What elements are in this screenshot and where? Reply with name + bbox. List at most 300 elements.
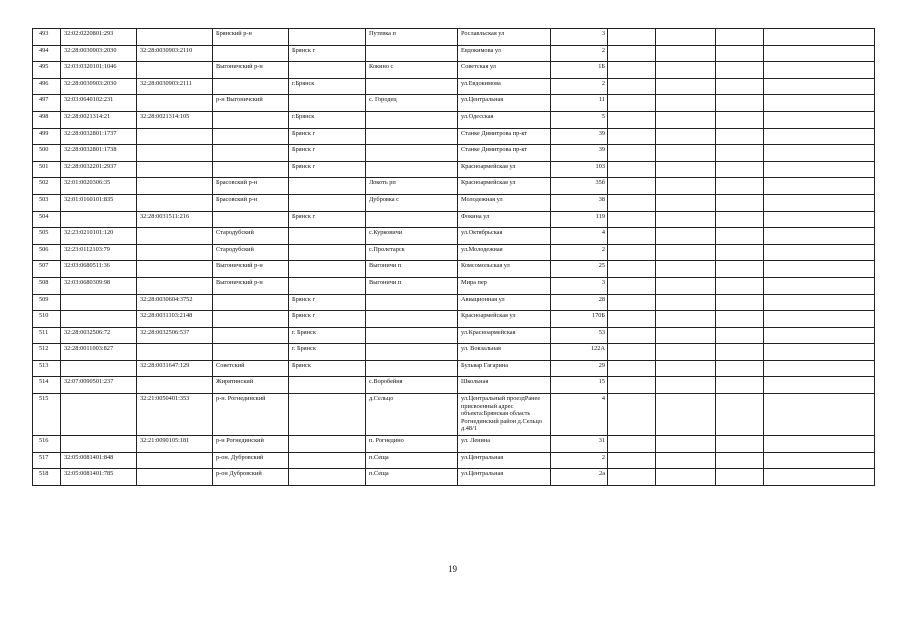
empty-cell [656, 78, 716, 95]
empty-cell [656, 178, 716, 195]
settlement-cell: Выгоничи п [366, 277, 458, 294]
settlement-cell [366, 344, 458, 361]
cadastral-number-2-cell: 32:28:0031103:2148 [137, 311, 213, 328]
table-row [33, 29, 875, 46]
district-cell [213, 45, 289, 62]
district-cell: р-н Выгоничский [213, 95, 289, 112]
cadastral-number-2-cell [137, 344, 213, 361]
district-cell: Выгоничский р-н [213, 277, 289, 294]
empty-cell [608, 161, 656, 178]
empty-cell [716, 228, 764, 245]
settlement-cell [366, 327, 458, 344]
empty-cell [608, 261, 656, 278]
house-number-cell: 122А [551, 344, 608, 361]
table-row [33, 469, 875, 486]
empty-cell [716, 377, 764, 394]
empty-cell [656, 394, 716, 436]
house-number-cell: 2 [551, 78, 608, 95]
settlement-cell: с.Воробейня [366, 377, 458, 394]
street-cell: ул.Красноармейская [458, 327, 551, 344]
district-cell: Выгоничский р-н [213, 62, 289, 79]
empty-cell [656, 377, 716, 394]
cadastral-number-2-cell: 32:28:0021314:105 [137, 111, 213, 128]
street-cell: ул.Евдокимова [458, 78, 551, 95]
empty-cell [764, 145, 875, 162]
cadastral-number-cell: 32:23:0112103:79 [61, 244, 137, 261]
district-cell: Брасовский р-н [213, 194, 289, 211]
empty-cell [716, 111, 764, 128]
street-cell: Фокина ул [458, 211, 551, 228]
cadastral-number-2-cell [137, 377, 213, 394]
settlement-cell: с. Городец [366, 95, 458, 112]
empty-cell [716, 78, 764, 95]
row-number-cell: 511 [33, 327, 61, 344]
empty-cell [716, 194, 764, 211]
house-number-cell: 35б [551, 178, 608, 195]
house-number-cell: 39 [551, 145, 608, 162]
empty-cell [716, 95, 764, 112]
row-number-cell: 499 [33, 128, 61, 145]
empty-cell [716, 277, 764, 294]
cadastral-number-cell [61, 394, 137, 436]
cadastral-number-2-cell [137, 161, 213, 178]
empty-cell [656, 360, 716, 377]
empty-cell [656, 211, 716, 228]
street-cell: Школьная [458, 377, 551, 394]
settlement-cell [366, 311, 458, 328]
table-row [33, 436, 875, 453]
city-cell [289, 261, 366, 278]
empty-cell [716, 394, 764, 436]
cadastral-number-cell: 32:01:0160101:835 [61, 194, 137, 211]
city-cell [289, 178, 366, 195]
empty-cell [656, 294, 716, 311]
district-cell [213, 294, 289, 311]
settlement-cell: Кокино с [366, 62, 458, 79]
empty-cell [656, 311, 716, 328]
house-number-cell: 38 [551, 194, 608, 211]
district-cell: Советский [213, 360, 289, 377]
empty-cell [716, 452, 764, 469]
house-number-cell: 39 [551, 128, 608, 145]
cadastral-number-cell: 32:28:0032506:72 [61, 327, 137, 344]
empty-cell [764, 95, 875, 112]
house-number-cell: 3 [551, 277, 608, 294]
cadastral-number-cell: 32:03:0320101:1046 [61, 62, 137, 79]
cadastral-number-2-cell: 32:21:0090105:181 [137, 436, 213, 453]
cadastral-number-cell: 32:28:0011003:827 [61, 344, 137, 361]
cadastral-number-2-cell: 32:28:0032506:537 [137, 327, 213, 344]
district-cell [213, 111, 289, 128]
empty-cell [764, 128, 875, 145]
empty-cell [608, 29, 656, 46]
district-cell: р-н. Рогнединский [213, 394, 289, 436]
house-number-cell: 2 [551, 452, 608, 469]
empty-cell [608, 377, 656, 394]
house-number-cell: 15 [551, 377, 608, 394]
street-cell: ул.Центральная [458, 95, 551, 112]
city-cell: Брянск г [289, 311, 366, 328]
settlement-cell [366, 45, 458, 62]
empty-cell [656, 469, 716, 486]
city-cell [289, 469, 366, 486]
table-row [33, 145, 875, 162]
cadastral-number-cell [61, 360, 137, 377]
row-number-cell: 518 [33, 469, 61, 486]
city-cell: Брянск г [289, 161, 366, 178]
empty-cell [716, 344, 764, 361]
street-cell: Бульвар Гагарина [458, 360, 551, 377]
settlement-cell [366, 360, 458, 377]
empty-cell [764, 360, 875, 377]
house-number-cell: 2 [551, 45, 608, 62]
street-cell: ул. Вокзальная [458, 344, 551, 361]
district-cell: Жирятинский [213, 377, 289, 394]
cadastral-number-cell: 32:23:0210101:120 [61, 228, 137, 245]
city-cell [289, 394, 366, 436]
table-body [33, 29, 875, 486]
city-cell [289, 62, 366, 79]
cadastral-number-2-cell [137, 128, 213, 145]
row-number-cell: 506 [33, 244, 61, 261]
city-cell: Брянск г [289, 211, 366, 228]
house-number-cell: 170Б [551, 311, 608, 328]
empty-cell [764, 161, 875, 178]
table-row [33, 194, 875, 211]
table-row [33, 311, 875, 328]
page-number: 19 [448, 564, 457, 574]
street-cell: ул. Ленина [458, 436, 551, 453]
city-cell: Брянск [289, 360, 366, 377]
cadastral-number-cell: 32:28:0030903:2030 [61, 45, 137, 62]
table-row [33, 377, 875, 394]
row-number-cell: 516 [33, 436, 61, 453]
empty-cell [764, 211, 875, 228]
empty-cell [716, 327, 764, 344]
empty-cell [764, 394, 875, 436]
district-cell [213, 145, 289, 162]
empty-cell [764, 45, 875, 62]
empty-cell [608, 436, 656, 453]
empty-cell [608, 327, 656, 344]
empty-cell [656, 244, 716, 261]
empty-cell [716, 62, 764, 79]
city-cell: г. Брянск [289, 327, 366, 344]
district-cell [213, 327, 289, 344]
cadastral-number-cell [61, 294, 137, 311]
settlement-cell: Путевка п [366, 29, 458, 46]
empty-cell [656, 194, 716, 211]
empty-cell [608, 211, 656, 228]
empty-cell [608, 294, 656, 311]
document-table [32, 28, 875, 486]
empty-cell [764, 452, 875, 469]
table-row [33, 178, 875, 195]
district-cell [213, 211, 289, 228]
empty-cell [656, 436, 716, 453]
table-row [33, 394, 875, 436]
street-cell: Советская ул [458, 62, 551, 79]
city-cell [289, 277, 366, 294]
cadastral-number-cell: 32:03:0680511:36 [61, 261, 137, 278]
street-cell: Авиационная ул [458, 294, 551, 311]
house-number-cell: 25 [551, 261, 608, 278]
settlement-cell: Дубровка с [366, 194, 458, 211]
empty-cell [764, 62, 875, 79]
row-number-cell: 509 [33, 294, 61, 311]
cadastral-number-2-cell: 32:21:0050401:353 [137, 394, 213, 436]
empty-cell [608, 62, 656, 79]
city-cell [289, 244, 366, 261]
empty-cell [656, 128, 716, 145]
street-cell: Красноармейская ул [458, 311, 551, 328]
empty-cell [656, 277, 716, 294]
cadastral-number-cell: 32:28:0030903:2030 [61, 78, 137, 95]
empty-cell [656, 452, 716, 469]
cadastral-number-cell: 32:05:0081401:848 [61, 452, 137, 469]
street-cell: Красноармейская ул [458, 178, 551, 195]
street-cell: Рославльская ул [458, 29, 551, 46]
cadastral-number-2-cell [137, 145, 213, 162]
table-row [33, 344, 875, 361]
empty-cell [608, 394, 656, 436]
city-cell [289, 95, 366, 112]
cadastral-number-2-cell [137, 194, 213, 211]
empty-cell [764, 344, 875, 361]
empty-cell [608, 311, 656, 328]
city-cell: Брянск г [289, 45, 366, 62]
cadastral-number-cell: 32:28:0032801:1737 [61, 128, 137, 145]
empty-cell [716, 211, 764, 228]
district-cell: Стародубский [213, 244, 289, 261]
cadastral-number-cell: 32:28:0032801:1738 [61, 145, 137, 162]
street-cell: ул.Молодежная [458, 244, 551, 261]
street-cell: Станке Димитрова пр-кт [458, 145, 551, 162]
empty-cell [656, 261, 716, 278]
city-cell [289, 194, 366, 211]
city-cell [289, 29, 366, 46]
house-number-cell: 5 [551, 111, 608, 128]
row-number-cell: 502 [33, 178, 61, 195]
row-number-cell: 508 [33, 277, 61, 294]
empty-cell [608, 360, 656, 377]
empty-cell [656, 62, 716, 79]
row-number-cell: 498 [33, 111, 61, 128]
settlement-cell: с.Пролетарск [366, 244, 458, 261]
table-row [33, 111, 875, 128]
empty-cell [764, 194, 875, 211]
settlement-cell: Локоть рп [366, 178, 458, 195]
cadastral-number-2-cell [137, 95, 213, 112]
settlement-cell [366, 145, 458, 162]
empty-cell [608, 45, 656, 62]
empty-cell [764, 436, 875, 453]
row-number-cell: 515 [33, 394, 61, 436]
district-cell: р-он. Дубровский [213, 452, 289, 469]
district-cell: Стародубский [213, 228, 289, 245]
cadastral-number-2-cell [137, 29, 213, 46]
empty-cell [608, 228, 656, 245]
district-cell [213, 344, 289, 361]
city-cell [289, 452, 366, 469]
empty-cell [716, 178, 764, 195]
cadastral-number-cell [61, 211, 137, 228]
empty-cell [716, 244, 764, 261]
cadastral-number-cell: 32:07:0090501:237 [61, 377, 137, 394]
empty-cell [656, 95, 716, 112]
house-number-cell: 1Б [551, 62, 608, 79]
table-row [33, 261, 875, 278]
house-number-cell: 29 [551, 360, 608, 377]
cadastral-number-cell [61, 436, 137, 453]
row-number-cell: 503 [33, 194, 61, 211]
settlement-cell: Выгоничи п [366, 261, 458, 278]
settlement-cell: с.Курковичи [366, 228, 458, 245]
cadastral-number-cell: 32:01:0020306:35 [61, 178, 137, 195]
table-row [33, 327, 875, 344]
cadastral-number-2-cell [137, 261, 213, 278]
district-cell [213, 161, 289, 178]
city-cell: г. Брянск [289, 344, 366, 361]
street-cell: ул.Центральный проездРанее присвоенный адрес объекта:Брянская область Рогнединский район д.Сельцо д.48/1 [458, 394, 551, 436]
cadastral-number-2-cell: 32:28:0030903:2111 [137, 78, 213, 95]
city-cell [289, 228, 366, 245]
street-cell: Станке Димитрова пр-кт [458, 128, 551, 145]
street-cell: Красноармейская ул [458, 161, 551, 178]
settlement-cell: п.Сеща [366, 452, 458, 469]
empty-cell [656, 327, 716, 344]
row-number-cell: 493 [33, 29, 61, 46]
empty-cell [716, 145, 764, 162]
empty-cell [608, 469, 656, 486]
empty-cell [716, 45, 764, 62]
empty-cell [764, 277, 875, 294]
empty-cell [764, 228, 875, 245]
empty-cell [764, 261, 875, 278]
table-row [33, 211, 875, 228]
empty-cell [764, 78, 875, 95]
district-cell: Выгоничский р-н [213, 261, 289, 278]
house-number-cell: 31 [551, 436, 608, 453]
table-row [33, 360, 875, 377]
empty-cell [608, 244, 656, 261]
settlement-cell [366, 161, 458, 178]
house-number-cell: 3 [551, 29, 608, 46]
empty-cell [608, 111, 656, 128]
house-number-cell: 119 [551, 211, 608, 228]
row-number-cell: 500 [33, 145, 61, 162]
house-number-cell: 2а [551, 469, 608, 486]
empty-cell [608, 178, 656, 195]
cadastral-number-2-cell: 32:28:0030604:3752 [137, 294, 213, 311]
table-row [33, 78, 875, 95]
empty-cell [656, 45, 716, 62]
street-cell: Молодежная ул [458, 194, 551, 211]
district-cell: Брянский р-н [213, 29, 289, 46]
empty-cell [716, 469, 764, 486]
street-cell: Мира пер [458, 277, 551, 294]
city-cell: Брянск г [289, 294, 366, 311]
city-cell: г.Брянск [289, 78, 366, 95]
settlement-cell: д.Сельцо [366, 394, 458, 436]
house-number-cell: 4 [551, 394, 608, 436]
table-row [33, 228, 875, 245]
empty-cell [656, 111, 716, 128]
row-number-cell: 501 [33, 161, 61, 178]
row-number-cell: 507 [33, 261, 61, 278]
district-cell: р-н Рогнединский [213, 436, 289, 453]
empty-cell [764, 311, 875, 328]
street-cell: Евдокимова ул [458, 45, 551, 62]
settlement-cell [366, 294, 458, 311]
cadastral-number-cell [61, 311, 137, 328]
settlement-cell [366, 128, 458, 145]
street-cell: ул.Центральная [458, 469, 551, 486]
empty-cell [608, 194, 656, 211]
house-number-cell: 11 [551, 95, 608, 112]
empty-cell [608, 344, 656, 361]
empty-cell [608, 128, 656, 145]
table-row [33, 161, 875, 178]
empty-cell [656, 228, 716, 245]
cadastral-number-2-cell: 32:28:0030903:2110 [137, 45, 213, 62]
empty-cell [716, 311, 764, 328]
house-number-cell: 28 [551, 294, 608, 311]
empty-cell [764, 111, 875, 128]
cadastral-number-cell: 32:03:0680309:98 [61, 277, 137, 294]
city-cell [289, 377, 366, 394]
settlement-cell: п. Рогнедино [366, 436, 458, 453]
city-cell: Брянск г [289, 145, 366, 162]
cadastral-number-2-cell [137, 277, 213, 294]
street-cell: Комсомольская ул [458, 261, 551, 278]
street-cell: ул.Октябрьская [458, 228, 551, 245]
empty-cell [608, 452, 656, 469]
house-number-cell: 103 [551, 161, 608, 178]
district-cell: р-он Дубровский [213, 469, 289, 486]
empty-cell [608, 95, 656, 112]
house-number-cell: 53 [551, 327, 608, 344]
district-cell [213, 78, 289, 95]
empty-cell [608, 145, 656, 162]
table-row [33, 95, 875, 112]
cadastral-number-2-cell [137, 244, 213, 261]
row-number-cell: 514 [33, 377, 61, 394]
district-cell [213, 128, 289, 145]
district-cell: Брасовский р-н [213, 178, 289, 195]
city-cell: Брянск г [289, 128, 366, 145]
empty-cell [764, 469, 875, 486]
table-row [33, 452, 875, 469]
cadastral-number-2-cell [137, 228, 213, 245]
cadastral-number-cell: 32:28:0032201:2937 [61, 161, 137, 178]
row-number-cell: 495 [33, 62, 61, 79]
empty-cell [764, 377, 875, 394]
table-row [33, 45, 875, 62]
empty-cell [764, 244, 875, 261]
row-number-cell: 504 [33, 211, 61, 228]
cadastral-number-2-cell [137, 178, 213, 195]
cadastral-number-cell: 32:05:0081401:785 [61, 469, 137, 486]
district-cell [213, 311, 289, 328]
empty-cell [764, 294, 875, 311]
row-number-cell: 496 [33, 78, 61, 95]
cadastral-number-2-cell: 32:28:0031511:216 [137, 211, 213, 228]
empty-cell [716, 436, 764, 453]
settlement-cell [366, 78, 458, 95]
empty-cell [656, 29, 716, 46]
street-cell: ул.Центральная [458, 452, 551, 469]
